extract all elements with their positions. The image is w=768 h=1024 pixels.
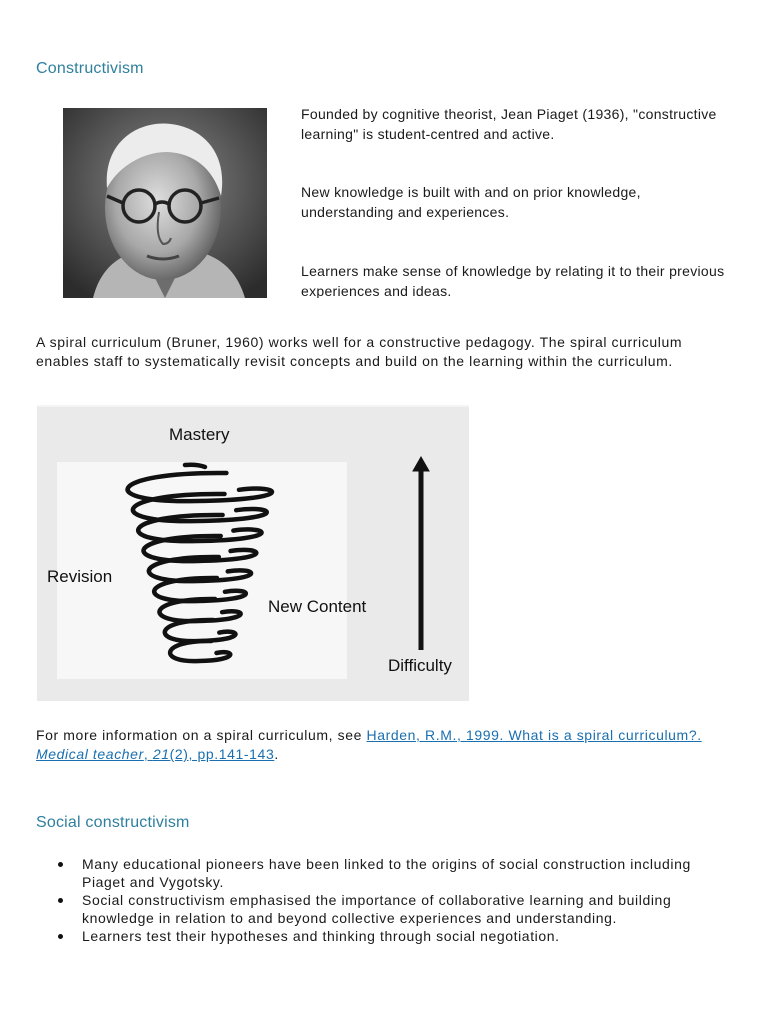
list-item: Social constructivism emphasised the importance of collaborative learning and building knowledge in relation to and beyond collective experiences and understanding. <box>56 891 726 927</box>
label-new-content: New Content <box>268 597 367 616</box>
more-info-suffix: . <box>274 746 279 762</box>
more-info-prefix: For more information on a spiral curriculum, see <box>36 727 367 743</box>
more-info-paragraph <box>36 726 736 764</box>
spiral-top-stroke <box>185 465 205 467</box>
label-mastery: Mastery <box>169 425 230 444</box>
list-item: Many educational pioneers have been linked to the origins of social construction including Piaget and Vygotsky. <box>56 855 726 891</box>
intro-point-2: New knowledge is built with and on prior knowledge, understanding and experiences. <box>301 184 641 220</box>
portrait-photo <box>63 108 267 298</box>
bullet-icon <box>58 898 63 903</box>
section-heading-social-constructivism: Social constructivism <box>36 814 190 831</box>
list-item: Learners test their hypotheses and thinking through social negotiation. <box>56 927 726 945</box>
spiral-curriculum-paragraph: A spiral curriculum (Bruner, 1960) works well for a constructive pedagogy. The spiral curriculum enables staff to systematically revisit concepts and build on the learning within the curriculum. <box>36 334 683 369</box>
bullet-icon <box>58 934 63 939</box>
bullet-icon <box>58 862 63 867</box>
intro-point-3: Learners make sense of knowledge by relating it to their previous experiences and ideas. <box>301 263 725 298</box>
social-constructivism-list <box>56 855 726 945</box>
section-heading-constructivism: Constructivism <box>36 60 144 77</box>
harden-reference-link[interactable]: Harden, R.M., 1999. What is a spiral curriculum?. Medical teacher, 21(2), pp.141-143 <box>36 727 702 762</box>
label-difficulty: Difficulty <box>388 656 452 675</box>
spiral-curriculum-diagram <box>37 405 469 701</box>
intro-point-1: Founded by cognitive theorist, Jean Piaget (1936), "constructive learning" is student-centred and active. <box>301 106 717 142</box>
label-revision: Revision <box>47 567 113 586</box>
